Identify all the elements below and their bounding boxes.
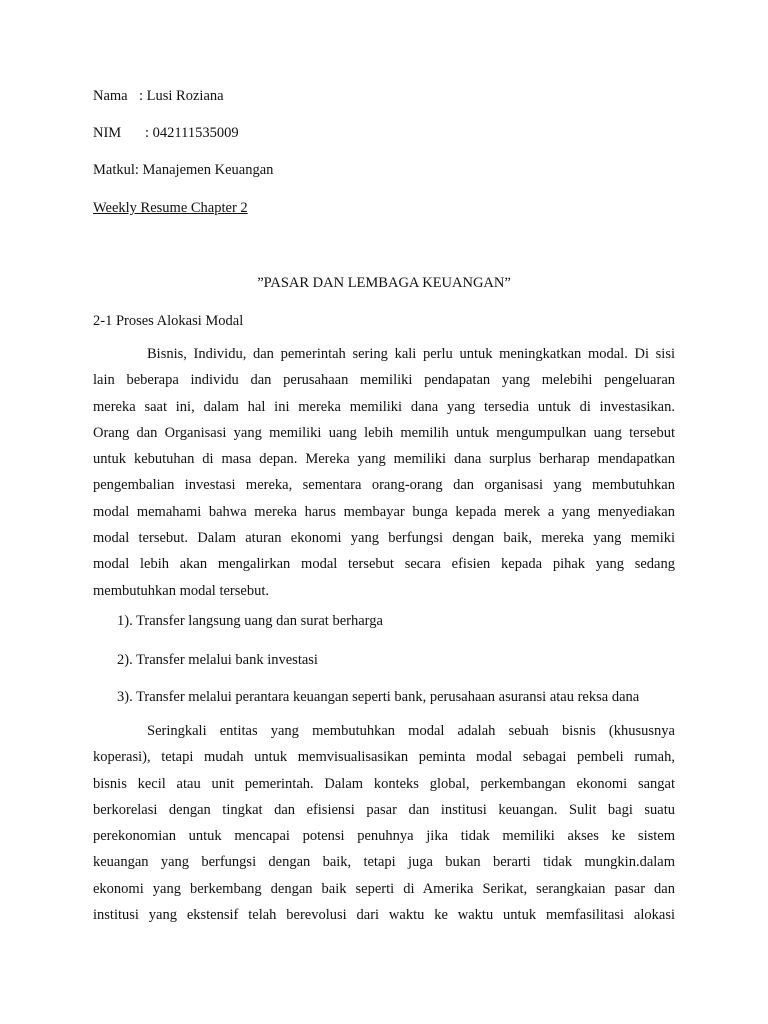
- paragraph-1-line: membutuhkan modal tersebut.: [93, 582, 269, 599]
- paragraph-2-line: institusi yang ekstensif telah berevolusi dari waktu ke waktu untuk memfasilitasi alokasi: [93, 907, 675, 924]
- nim-line: [93, 124, 239, 142]
- weekly-resume-heading: Weekly Resume Chapter 2: [93, 200, 248, 216]
- nama-value: : Lusi Roziana: [139, 88, 224, 104]
- nim-label: NIM: [93, 125, 122, 141]
- section-heading: 2-1 Proses Alokasi Modal: [93, 313, 244, 329]
- paragraph-1-line: lain beberapa individu dan perusahaan memiliki pendapatan yang melebihi pengeluaran: [93, 372, 675, 389]
- list-item-3: 3). Transfer melalui perantara keuangan seperti bank, perusahaan asuransi atau reksa dana: [117, 689, 640, 705]
- paragraph-1-line: untuk kebutuhan di masa depan. Mereka yang memiliki dana surplus berharap mendapatkan: [93, 451, 675, 468]
- paragraph-1-line: mereka saat ini, dalam hal ini mereka memiliki dana yang tersedia untuk di investasikan.: [93, 398, 675, 415]
- paragraph-2-line: bisnis kecil atau unit pemerintah. Dalam konteks global, perkembangan ekonomi sangat: [93, 775, 675, 792]
- paragraph-2-line: koperasi), tetapi mudah untuk memvisualisasikan peminta modal sebagai pembeli rumah,: [93, 749, 675, 766]
- paragraph-2-line: keuangan yang berfungsi dengan baik, tetapi juga bukan berarti tidak mungkin.dalam: [93, 854, 675, 871]
- paragraph-2-line: perekonomian untuk mencapai potensi penuhnya jika tidak memiliki akses ke sistem: [93, 828, 675, 845]
- paragraph-1-line: Orang dan Organisasi yang memiliki uang lebih memilih untuk mengumpulkan uang tersebut: [93, 424, 675, 441]
- nama-label: Nama: [93, 88, 128, 104]
- nama-line: [93, 87, 224, 105]
- paragraph-1-line: Bisnis, Individu, dan pemerintah sering kali perlu untuk meningkatkan modal. Di sisi: [147, 346, 675, 362]
- matkul-value: : Manajemen Keuangan: [134, 162, 274, 178]
- document-title: ”PASAR DAN LEMBAGA KEUANGAN”: [257, 275, 511, 291]
- paragraph-2-line: ekonomi yang berkembang dengan baik seperti di Amerika Serikat, serangkaian pasar dan: [93, 880, 675, 897]
- paragraph-2-line: Seringkali entitas yang membutuhkan modal adalah sebuah bisnis (khususnya: [147, 723, 675, 739]
- paragraph-1-line: modal tersebut. Dalam aturan ekonomi yang berfungsi dengan baik, mereka yang memiki: [93, 530, 675, 547]
- paragraph-1-line: modal memahami bahwa mereka harus membayar bunga kepada merek a yang menyediakan: [93, 503, 675, 520]
- list-item-1: 1). Transfer langsung uang dan surat berharga: [117, 613, 383, 629]
- paragraph-1-line: pengembalian investasi mereka, sementara orang-orang dan organisasi yang membutuhkan: [93, 477, 675, 494]
- matkul-line: [93, 161, 273, 179]
- nim-value: : 042111535009: [145, 125, 239, 141]
- paragraph-2: [93, 718, 675, 928]
- matkul-label: Matkul: [93, 162, 135, 178]
- list-item-2: 2). Transfer melalui bank investasi: [117, 652, 318, 668]
- paragraph-2-line: berkorelasi dengan tingkat dan efisiensi pasar dan institusi keuangan. Sulit bagi suatu: [93, 801, 675, 818]
- paragraph-1: [93, 341, 675, 604]
- paragraph-1-line: modal lebih akan mengalirkan modal tersebut secara efisien kepada pihak yang sedang: [93, 556, 675, 573]
